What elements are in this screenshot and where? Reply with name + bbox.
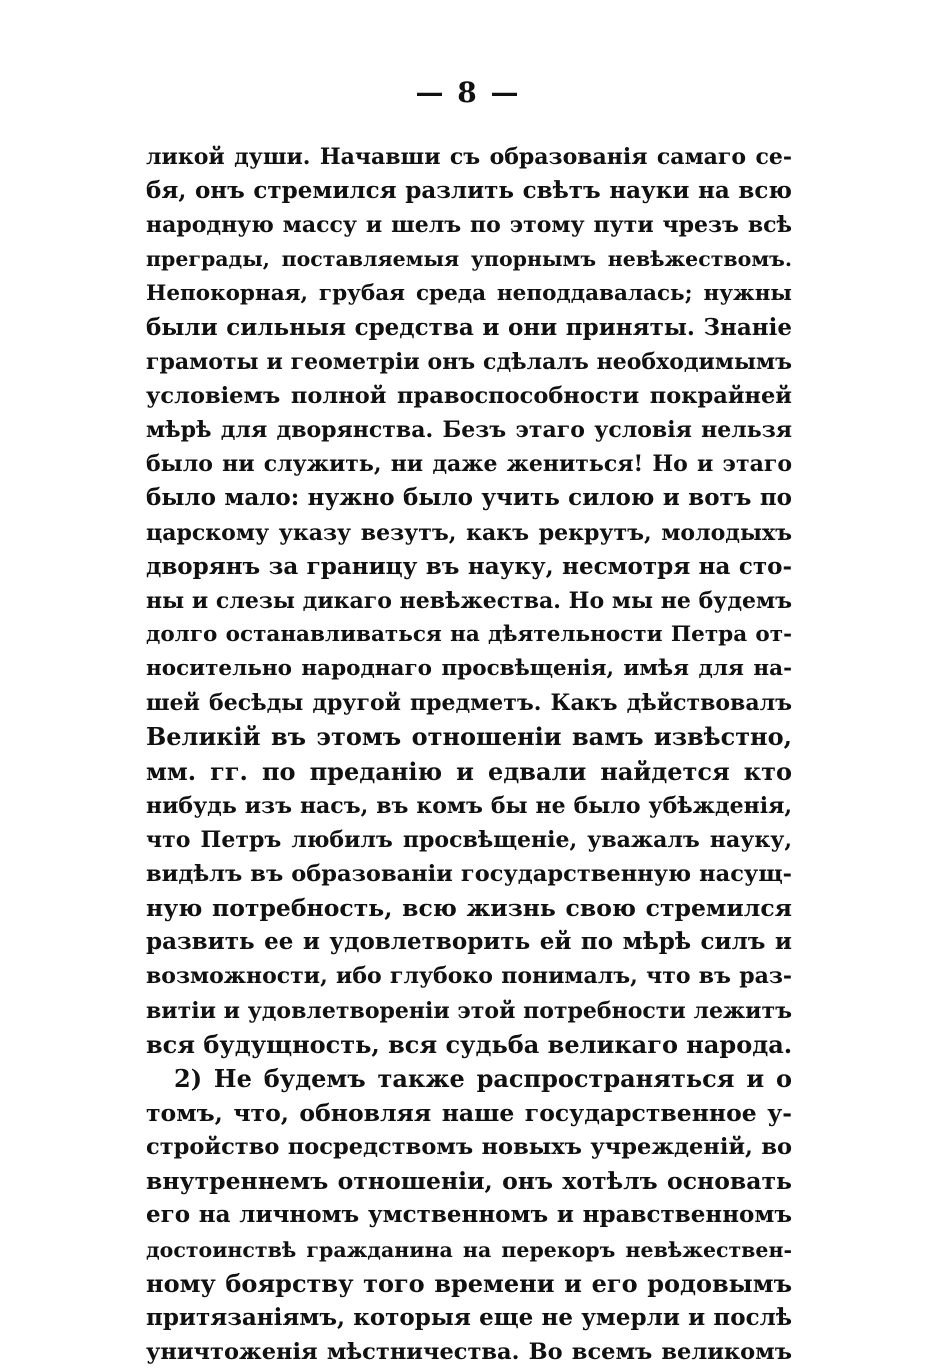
text-line: притязаніямъ, которыя еще не умерли и послѣ xyxy=(146,1303,792,1331)
text-line: ному боярству того времени и его родовымъ xyxy=(146,1268,792,1298)
text-line: что Петръ любилъ просвѣщеніе, уважалъ науку, xyxy=(146,826,792,853)
text-line: вся будущность, вся судьба великаго народа. xyxy=(146,1029,793,1059)
text-line: 2) Не будемъ также распространяться и о xyxy=(174,1063,792,1093)
text-line: было мало: нужно было учить силою и вотъ по xyxy=(146,484,792,512)
text-line: носительно народнаго просвѣщенія, имѣя для на- xyxy=(146,656,792,682)
text-line: было ни служить, ни даже жениться! Но и этаго xyxy=(146,451,792,478)
text-line: его на личномъ умственномъ и нравственномъ xyxy=(146,1201,792,1229)
text-line: витіи и удовлетвореніи этой потребности лежитъ xyxy=(146,997,792,1024)
text-line: уничтоженія мѣстничества. Во всемъ великомъ xyxy=(146,1338,792,1365)
text-line: развить ее и удовлетворить ей по мѣрѣ силъ и xyxy=(146,928,792,956)
text-line: долго останавливаться на дѣятельности Петра от- xyxy=(146,621,792,647)
text-line: народную массу и шелъ по этому пути чрезъ всѣ xyxy=(146,212,792,239)
text-line: достоинствѣ гражданина на перекоръ невѣжествен- xyxy=(146,1237,792,1262)
text-line: грамоты и геометріи онъ сдѣлалъ необходимымъ xyxy=(146,348,792,375)
text-line: царскому указу везутъ, какъ рекрутъ, молодыхъ xyxy=(146,519,792,546)
text-line: видѣлъ въ образованіи государственную насущ- xyxy=(146,860,792,887)
text-line: ликой души. Начавши съ образованія самаго се- xyxy=(146,144,792,170)
text-line: Непокорная, грубая среда неподдавалась; нужны xyxy=(146,280,792,306)
text-line: мм. гг. по преданію и едвали найдется кто xyxy=(146,756,792,786)
text-line: мѣрѣ для дворянства. Безъ этаго условія нельзя xyxy=(146,417,792,444)
text-line: дворянъ за границу въ науку, несмотря на сто- xyxy=(146,552,792,580)
text-line: стройство посредствомъ новыхъ учрежденій, во xyxy=(146,1134,792,1161)
text-line: ную потребность, всю жизнь свою стремился xyxy=(146,894,792,923)
text-line: внутреннемъ отношеніи, онъ хотѣлъ основать xyxy=(146,1167,792,1196)
text-line: нибудь изъ насъ, въ комъ бы не было убѣжденія, xyxy=(146,792,792,819)
body-text xyxy=(146,140,792,1369)
text-line: преграды, поставляемыя упорнымъ невѣжествомъ. xyxy=(146,247,792,272)
page-number: — 8 — xyxy=(415,76,521,109)
text-line: томъ, что, обновляя наше государственное у- xyxy=(146,1098,792,1127)
text-line: шей бесѣды другой предметъ. Какъ дѣйствовалъ xyxy=(146,690,792,717)
text-line: возможности, ибо глубоко понималъ, что въ раз- xyxy=(146,963,792,990)
text-line: условіемъ полной правоспособности покрайней xyxy=(146,382,792,409)
text-line: Великій въ этомъ отношеніи вамъ извѣстно, xyxy=(146,722,792,752)
text-line: ны и слезы дикаго невѣжества. Но мы не будемъ xyxy=(146,587,792,614)
text-line: были сильныя средства и они приняты. Знаніе xyxy=(146,313,792,341)
text-line: бя, онъ стремился разлить свѣтъ науки на всю xyxy=(146,177,792,205)
